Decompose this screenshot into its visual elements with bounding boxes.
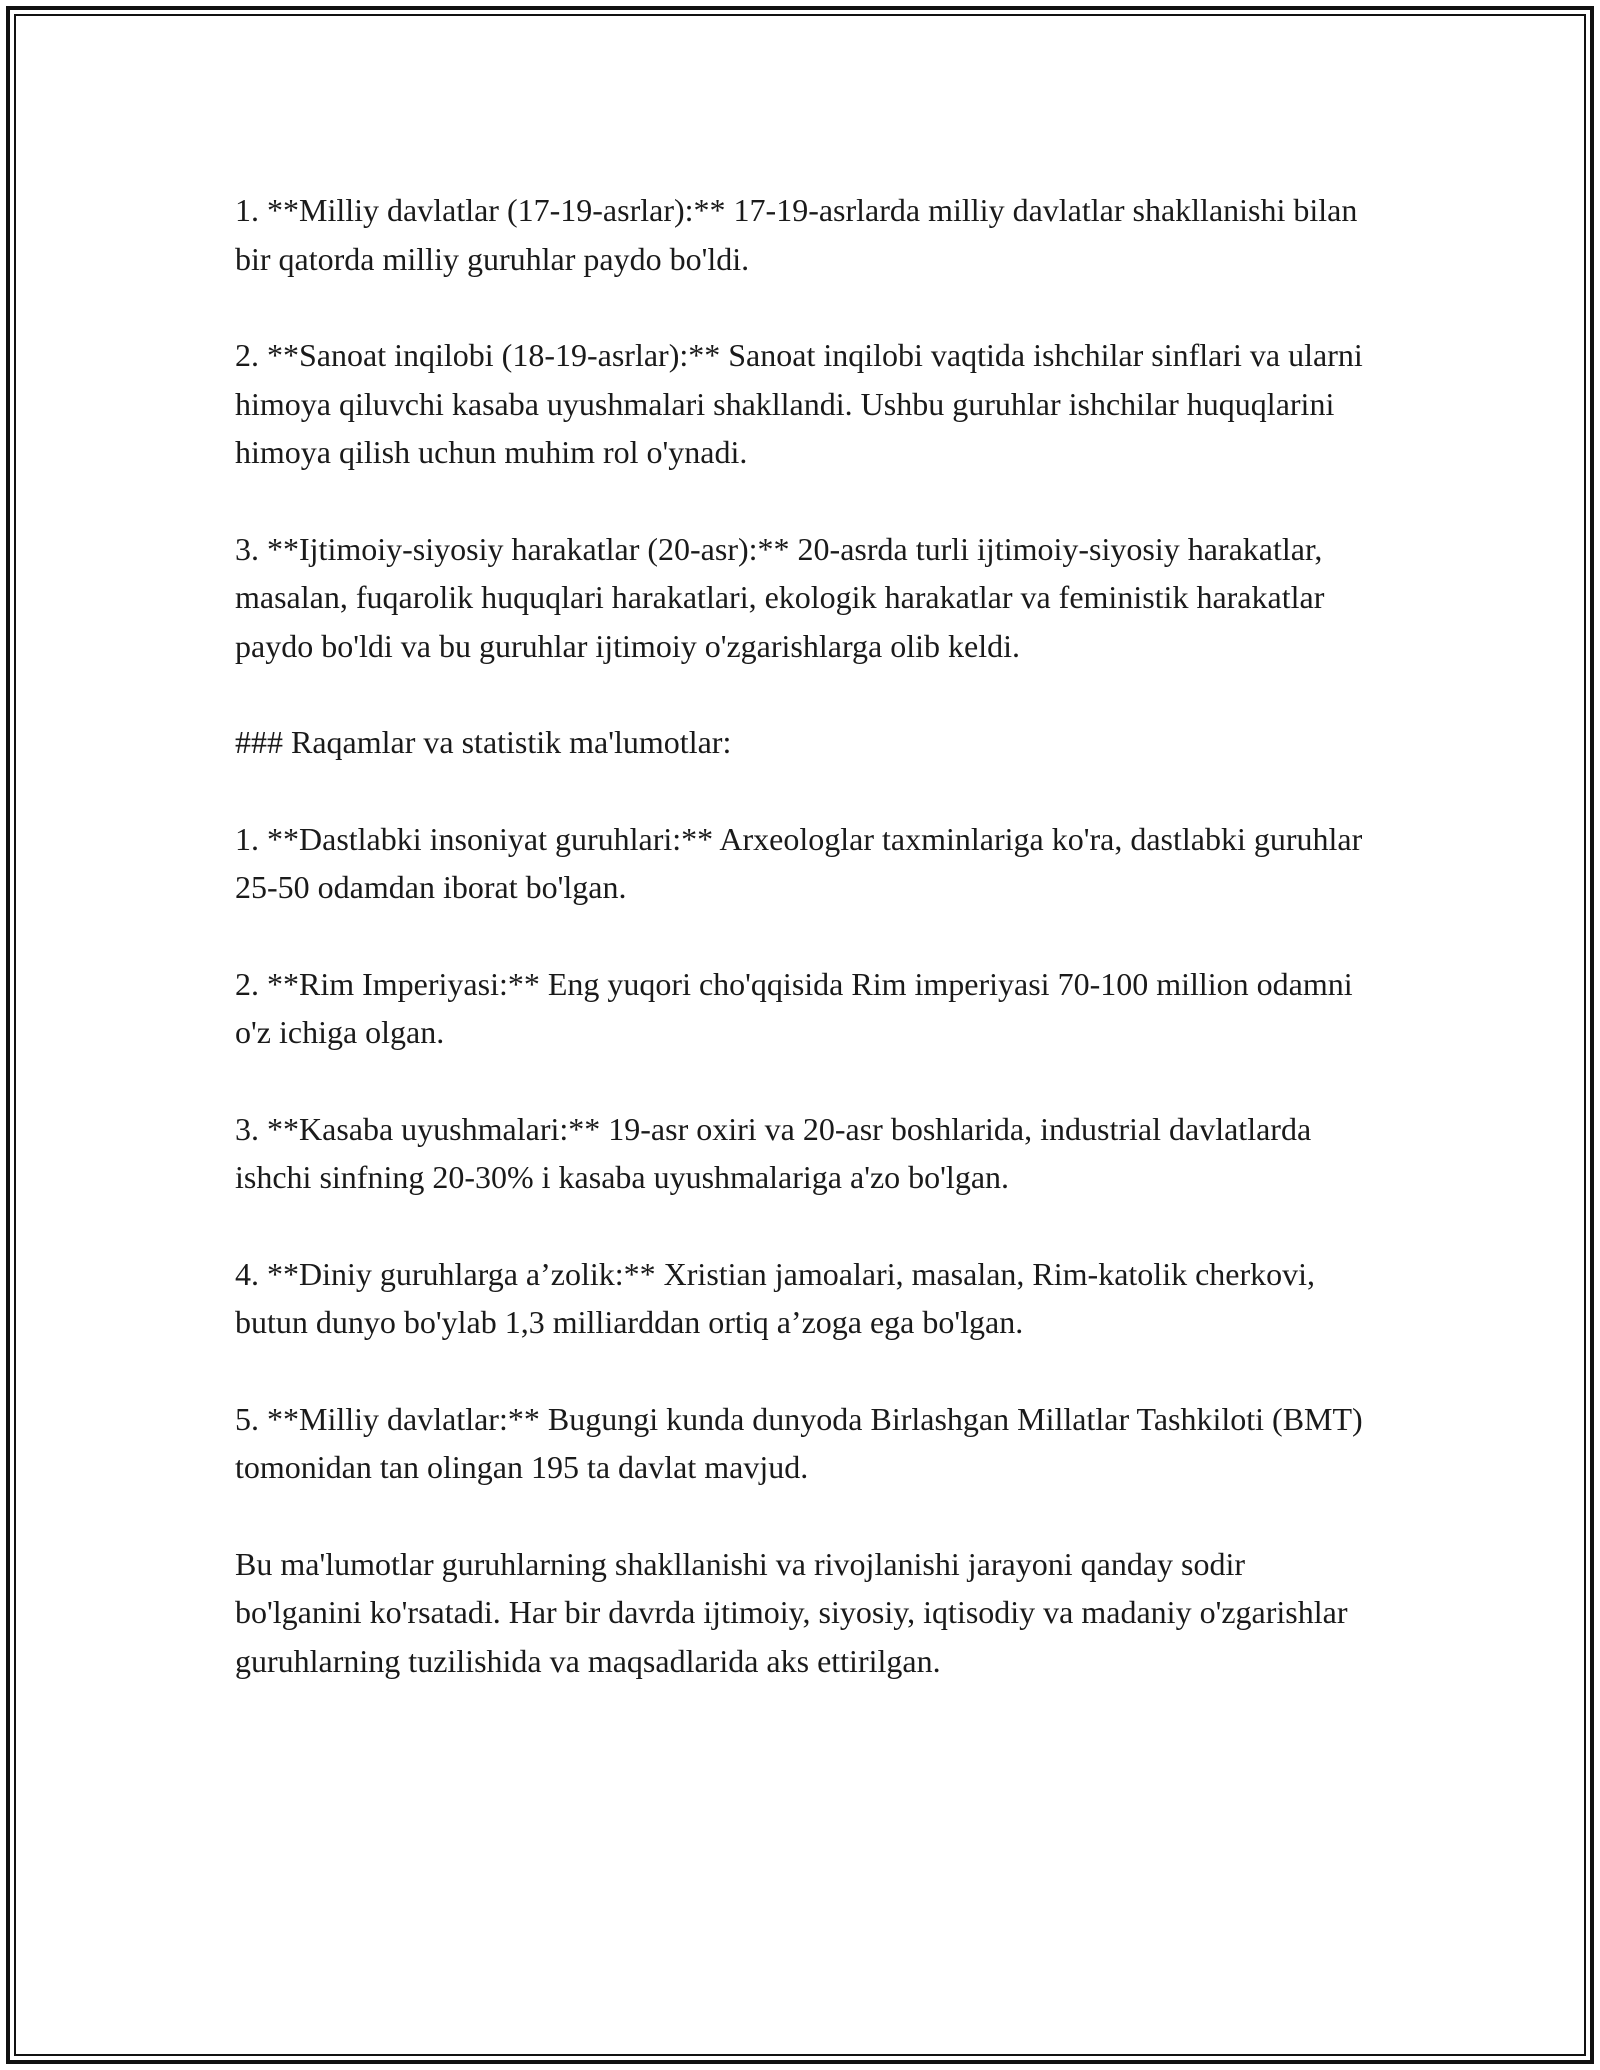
paragraph-dastlabki-guruhlar: 1. **Dastlabki insoniyat guruhlari:** Arxeologlar taxminlariga ko'ra, dastlabki guruhlar 25-50 odamdan iborat bo'lgan.: [235, 820, 1363, 905]
paragraph-sanoat-inqilobi: 2. **Sanoat inqilobi (18-19-asrlar):** Sanoat inqilobi vaqtida ishchilar sinflari va ularni himoya qiluvchi kasaba uyushmalari shakllandi. Ushbu guruhlar ishchilar huquqlarini himoya qilish uchun muhim rol o'ynadi.: [235, 337, 1363, 470]
paragraph-ijtimoiy-siyosiy-harakatlar: 3. **Ijtimoiy-siyosiy harakatlar (20-asr):** 20-asrda turli ijtimoiy-siyosiy harakatlar, masalan, fuqarolik huquqlari harakatlari, ekologik harakatlar va feministik harakatlar paydo bo'ldi va bu guruhlar ijtimoiy o'zgarishlarga olib keldi.: [235, 530, 1325, 664]
paragraph-milliy-davlatlar-history: 1. **Milliy davlatlar (17-19-asrlar):** 17-19-asrlarda milliy davlatlar shakllanishi bilan bir qatorda milliy guruhlar paydo bo'ldi.: [235, 192, 1358, 277]
paragraph-rim-imperiyasi: 2. **Rim Imperiyasi:** Eng yuqori cho'qqisida Rim imperiyasi 70-100 million odamni o'z ichiga olgan.: [235, 965, 1353, 1050]
document-body: [235, 186, 1365, 1685]
paragraph-diniy-guruhlar: 4. **Diniy guruhlarga a’zolik:** Xristian jamoalari, masalan, Rim-katolik cherkovi, butun dunyo bo'ylab 1,3 milliarddan ortiq a’zoga ega bo'lgan.: [235, 1255, 1316, 1340]
paragraph-milliy-davlatlar-count: 5. **Milliy davlatlar:** Bugungi kunda dunyoda Birlashgan Millatlar Tashkiloti (BMT) tomonidan tan olingan 195 ta davlat mavjud.: [235, 1400, 1363, 1485]
section-heading-statistics: ### Raqamlar va statistik ma'lumotlar:: [235, 724, 732, 760]
paragraph-kasaba-uyushmalari: 3. **Kasaba uyushmalari:** 19-asr oxiri va 20-asr boshlarida, industrial davlatlarda ishchi sinfning 20-30% i kasaba uyushmalariga a'zo bo'lgan.: [235, 1110, 1312, 1195]
paragraph-conclusion: Bu ma'lumotlar guruhlarning shakllanishi va rivojlanishi jarayoni qanday sodir bo'lganini ko'rsatadi. Har bir davrda ijtimoiy, siyosiy, iqtisodiy va madaniy o'zgarishlar guruhlarning tuzilishida va maqsadlarida aks ettirilgan.: [235, 1545, 1348, 1679]
